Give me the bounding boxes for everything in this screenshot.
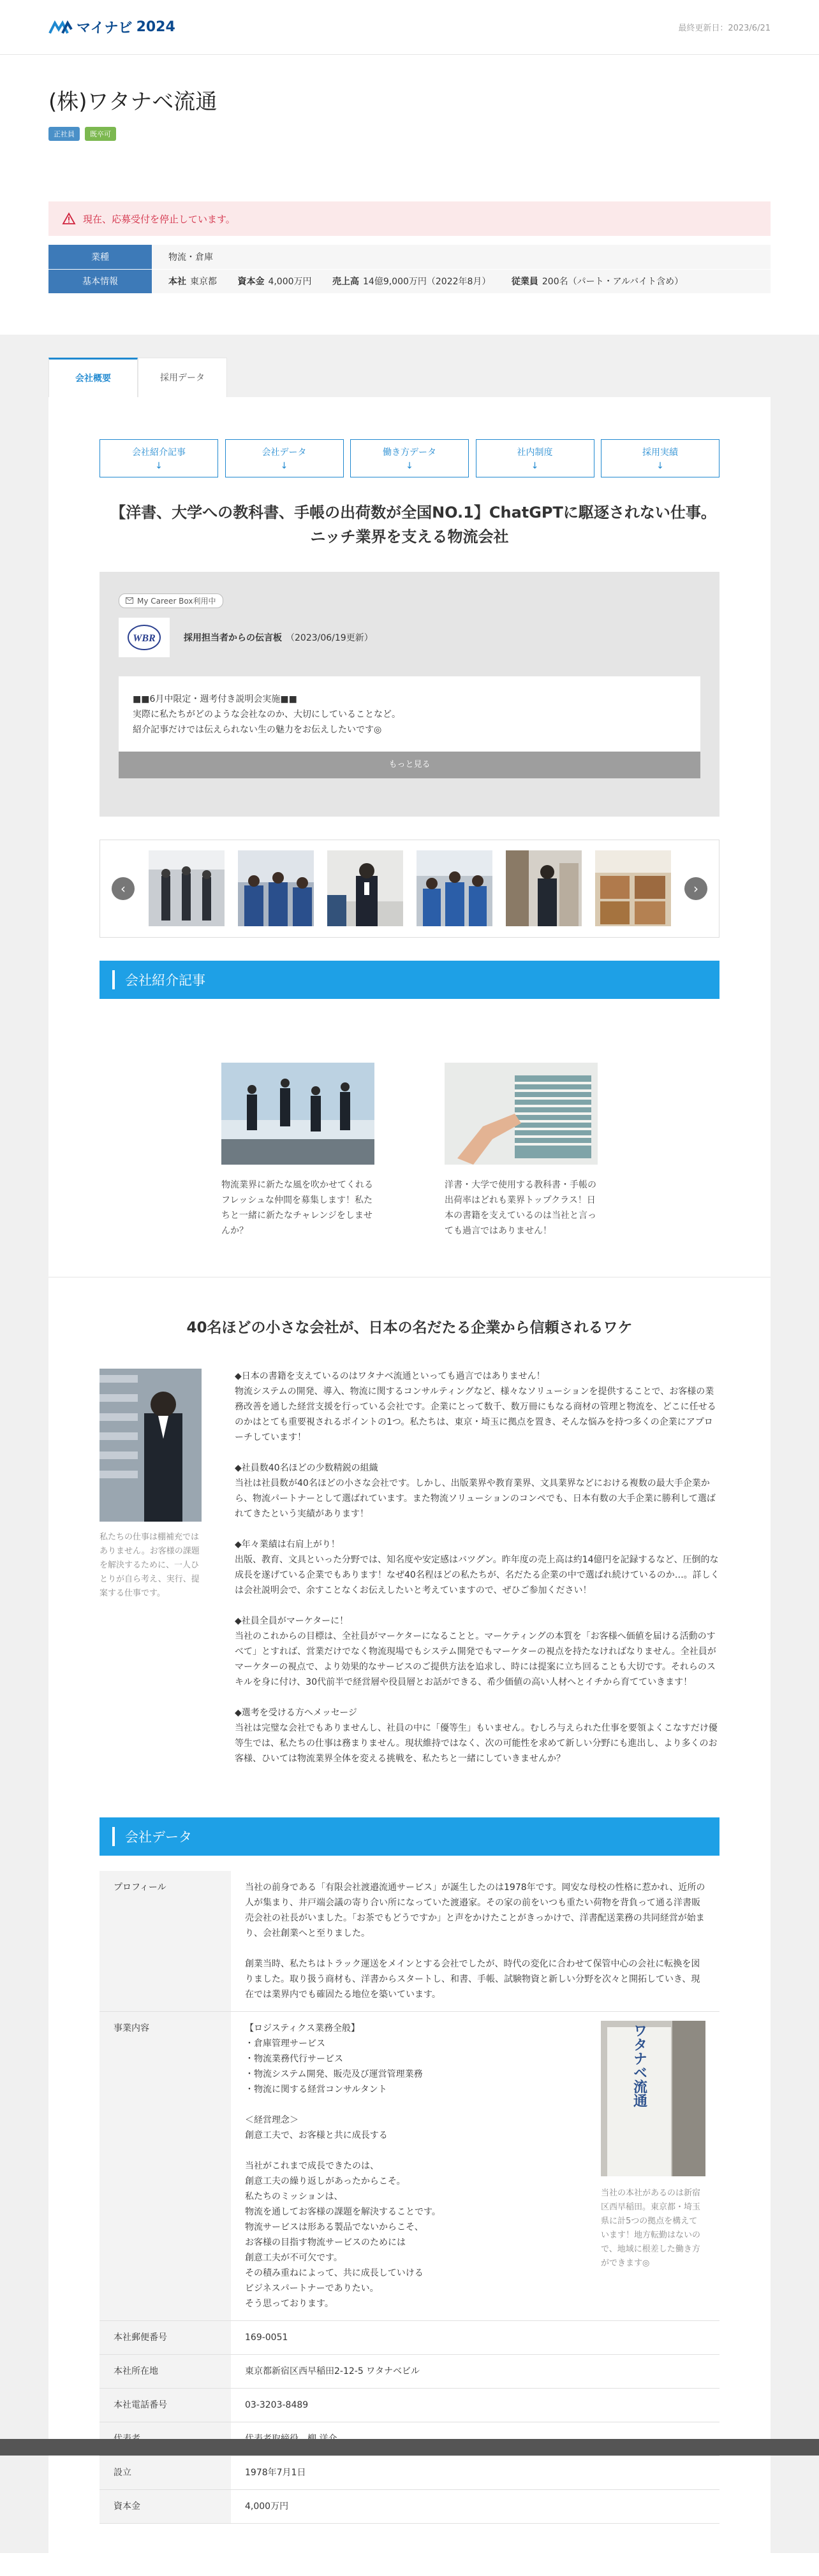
employees-value: 200名（パート・アルバイト含め） (542, 277, 684, 287)
article-thumbnail (221, 1063, 374, 1165)
section-heading-articles: 会社紹介記事 (100, 961, 719, 999)
capital-label: 資本金 (237, 277, 265, 287)
section-heading-company-data: 会社データ (100, 1817, 719, 1856)
table-row (100, 2456, 719, 2489)
business-photo-block (601, 2021, 705, 2311)
arrow-down-icon: ↓ (656, 460, 664, 471)
row-label: 資本金 (100, 2489, 231, 2523)
company-logo-text: WBR (133, 632, 156, 644)
story-photo-block (100, 1369, 202, 1766)
my-career-box-badge (119, 593, 223, 608)
arrow-down-icon: ↓ (280, 460, 288, 471)
company-overview-panel (48, 397, 771, 2576)
capital-value: 4,000万円 (231, 2489, 719, 2523)
company-sign-text: ワタナベ流通 (631, 2023, 647, 2107)
row-label: 設立 (100, 2456, 231, 2489)
industry-label: 業種 (48, 245, 152, 269)
table-row (100, 2011, 719, 2320)
mail-icon (126, 597, 133, 604)
sales-label: 売上高 (332, 277, 359, 287)
article-card[interactable] (445, 1063, 598, 1239)
content-area (0, 335, 819, 2553)
bottom-action-bar (0, 2439, 819, 2456)
message-title-line (184, 631, 373, 644)
message-line: ■■6月中限定・週考付き説明会実施■■ (133, 694, 297, 704)
alert-text: 現在、応募受付を停止しています。 (83, 213, 235, 225)
row-label: 本社所在地 (100, 2354, 231, 2388)
gallery-photo[interactable] (238, 850, 314, 926)
anchor-label: 採用実績 (642, 447, 678, 458)
company-data-table (100, 1871, 719, 2524)
my-career-box-text: My Career Box利用中 (137, 596, 216, 606)
logo-text: マイナビ (77, 20, 133, 36)
arrow-down-icon: ↓ (155, 460, 163, 471)
message-line: 紹介記事だけでは伝えられない生の魅力をお伝えしたいです◎ (133, 724, 382, 735)
article-caption: 洋書・大学で使用する教科書・手帳の出荷率はどれも業界トップクラス！日本の書籍を支えているのは当社と言っても過言ではありません！ (445, 1179, 596, 1236)
badge-fulltime: 正社員 (48, 127, 80, 141)
gallery-photo[interactable] (595, 850, 671, 926)
profile-value: 当社の前身である「有限会社渡邉流通サービス」が誕生したのは1978年です。岡安な母校の性格に惹かれ、近所の人が集まり、井戸端会議の寄り合い所になっていた渡邉家。その家の前をいつも重たい荷物を背負って通る洋書販売会社の社長がいました。「お茶でもどうですか」と声をかけたことがきっかけで、洋書配送業務の共同経営が始まり、会社創業へと至りました。 創業当時、私たちはトラック運送をメインとする会社でしたが、時代の変化に合わせて保管中心の会社に転換を図りました。取り扱う商材も、洋書からスタートし、和書、手帳、試験物資と新しい分野を次々と開拓していき、現在では業界内でも確固たる地位を築いています。 (231, 1871, 719, 2012)
tab-bar (48, 358, 771, 397)
table-row (100, 2354, 719, 2388)
business-photo-caption: 当社の本社があるのは新宿区西早稲田。東京都・埼玉県に計5つの拠点を構えています！地方転勤はないので、地域に根差した働き方ができます◎ (601, 2188, 701, 2268)
hq-label: 本社 (168, 277, 186, 287)
arrow-down-icon: ↓ (531, 460, 539, 471)
table-row (100, 1871, 719, 2012)
article-thumbnail (445, 1063, 598, 1165)
story-title: 40名ほどの小さな会社が、日本の名だたる企業から信頼されるワケ (186, 1319, 633, 1336)
mynavi-logo-icon (48, 20, 73, 34)
employment-badges (48, 127, 771, 141)
business-wrap (245, 2021, 705, 2311)
basic-info-label: 基本情報 (48, 269, 152, 293)
tab-company-overview[interactable]: 会社概要 (48, 358, 138, 397)
anchor-company-articles[interactable] (100, 439, 218, 477)
table-row (100, 2489, 719, 2523)
gallery-thumbnails (149, 850, 671, 926)
anchor-label: 会社紹介記事 (132, 447, 186, 458)
basic-info-values (152, 269, 771, 293)
application-closed-alert (48, 201, 771, 236)
anchor-links (100, 439, 719, 477)
row-label: 事業内容 (100, 2011, 231, 2320)
gallery-prev-button[interactable]: ‹ (112, 877, 135, 900)
employees-label: 従業員 (511, 277, 538, 287)
table-row (100, 2320, 719, 2354)
article-caption: 物流業界に新たな風を吹かせてくれるフレッシュな仲間を募集します！私たちと一緒に新たなチャレンジをしませんか？ (221, 1179, 373, 1236)
arrow-down-icon: ↓ (406, 460, 413, 471)
story-photo-caption: 私たちの仕事は棚補充ではありません。お客様の課題を解決するために、一人ひとりが自ら考え、実行、提案する仕事です。 (100, 1532, 200, 1598)
sales-value: 14億9,000万円（2022年8月） (363, 277, 491, 287)
message-header (119, 618, 700, 657)
company-logo-icon (126, 623, 162, 652)
catch-headline: 【洋書、大学への教科書、手帳の出荷数が全国NO.1】ChatGPTに駆逐されない仕事。 ニッチ業界を支える物流会社 (110, 503, 724, 546)
badge-graduates: 既卒可 (85, 127, 116, 141)
recruiter-message-board (100, 572, 719, 817)
story-photo (100, 1369, 202, 1522)
company-name: (株)ワタナベ流通 (48, 89, 218, 115)
table-row (100, 2388, 719, 2422)
anchor-company-data[interactable] (225, 439, 344, 477)
company-header (0, 55, 819, 201)
site-header (0, 0, 819, 55)
gallery-photo[interactable] (506, 850, 582, 926)
address-value: 東京都新宿区西早稲田2-12-5 ワタナベビル (231, 2354, 719, 2388)
story-body: ◆日本の書籍を支えているのはワタナベ流通といっても過言ではありません！ 物流システムの開発、導入、物流に関するコンサルティングなど、様々なソリューションを提供することで、お客様の業務改善を通した経営支援を行っている会社です。企業にとって数千、数万冊にもなる商材の管理と物流を、どこに任せるのかはとても重要視されるポイントの1つ。私たちは、東京・埼玉に拠点を置き、そんな悩みを持つ多くの企業にアプローチしています！ ◆社員数40名ほどの少数精鋭の組織 当社は社員数が40名ほどの小さな会社です。しかし、出版業界や教育業界、文具業界などにおける複数の最大手企業から、物流パートナーとして選ばれています。また物流ソリューションのコンペでも、日本有数の大手企業に勝利して選ばれてきたという実績があります！ ◆年々業績は右肩上がり！ 出版、教育、文具といった分野では、知名度や安定感はバツグン。昨年度の売上高は約14億円を記録するなど、圧倒的な成長を遂げている企業でもあります！なぜ40名程ほどの私たちが、名だたる企業の中で選ばれ続けているのか…。詳しくは会社説明会で、余すことなくお伝えしたいと考えていますので、ぜひご参加ください！ ◆社員全員がマーケターに！ 当社のこれからの目標は、全社員がマーケターになることと。マーケティングの本質を「お客様へ価値を届ける活動のすべて」とすれば、営業だけでなく物流現場でもシステム開発でもマーケターの視点を持たなければなりません。全社員がマーケターの視点で、より効果的なサービスのご提供方法を追求し、時には提案に立ち回ることも大切です。それらのスキルを身に付け、30代前半で経営層や役員層とお話ができる、希少価値の高い人材へとイチから育てていきます！ ◆選考を受ける方へメッセージ 当社は完璧な会社でもありませんし、社員の中に「優等生」もいません。むしろ与えられた仕事を要領よくこなすだけ優等生では、私たちの仕事は務まりません。現状維持ではなく、次の可能性を求めて新しい分野にも進出し、より多くのお客様、ひいては物流業界全体を変える挑戦を、私たちと一緒にしていきませんか？ (235, 1371, 719, 1764)
row-label: プロフィール (100, 1871, 231, 2012)
row-label: 本社電話番号 (100, 2388, 231, 2422)
business-value: 【ロジスティクス業務全般】 ・倉庫管理サービス ・物流業務代行サービス ・物流システム開発、販売及び運営管理業務 ・物流に関する経営コンサルタント ＜経営理念＞ 創意工夫で、お客様と共に成長する 当社がこれまで成長できたのは、 創意工夫の繰り返しがあったからこそ。 私たちのミッションは、 物流を通してお客様の課題を解決することです。 物流サービスは形ある製品でないからこそ、 お客様の目指す物流サービスのためには 創意工夫が不可欠です。 その積み重ねによって、共に成長していける ビジネスパートナーでありたい。 そう思っております。 (245, 2023, 441, 2309)
anchor-label: 働き方データ (383, 447, 436, 458)
message-date: （2023/06/19更新） (286, 632, 373, 643)
postal-value: 169-0051 (231, 2320, 719, 2354)
hq-value: 東京都 (190, 277, 217, 287)
founded-value: 1978年7月1日 (231, 2456, 719, 2489)
logo-year: 2024 (136, 19, 175, 35)
mynavi-logo[interactable] (48, 17, 175, 37)
row-label: 本社郵便番号 (100, 2320, 231, 2354)
gallery-photo[interactable] (327, 850, 403, 926)
company-logo (119, 618, 170, 657)
read-more-button[interactable]: もっと見る (119, 752, 700, 778)
photo-gallery (100, 840, 719, 938)
gallery-photo[interactable] (149, 850, 225, 926)
gallery-photo[interactable] (417, 850, 492, 926)
anchor-label: 社内制度 (517, 447, 553, 458)
phone-value: 03-3203-8489 (231, 2388, 719, 2422)
last-updated: 最終更新日：2023/6/21 (678, 24, 771, 33)
gallery-next-button[interactable]: › (684, 877, 707, 900)
tab-recruitment-data[interactable]: 採用データ (138, 358, 227, 397)
basic-info-table (48, 245, 771, 294)
anchor-label: 会社データ (262, 447, 307, 458)
company-sign-photo (601, 2021, 705, 2176)
anchor-workstyle-data[interactable] (350, 439, 469, 477)
company-story (100, 1369, 719, 1766)
article-list (100, 1063, 719, 1239)
message-line: 実際に私たちがどのような会社なのか、大切にしていることなど。 (133, 709, 401, 720)
article-card[interactable] (221, 1063, 374, 1239)
warning-icon (63, 213, 75, 224)
message-title: 採用担当者からの伝言板 (184, 632, 282, 643)
message-body (119, 676, 700, 778)
anchor-internal-systems[interactable] (476, 439, 594, 477)
capital-value: 4,000万円 (268, 277, 312, 287)
industry-value: 物流・倉庫 (152, 245, 771, 269)
business-cell (231, 2011, 719, 2320)
anchor-hiring-record[interactable] (601, 439, 719, 477)
